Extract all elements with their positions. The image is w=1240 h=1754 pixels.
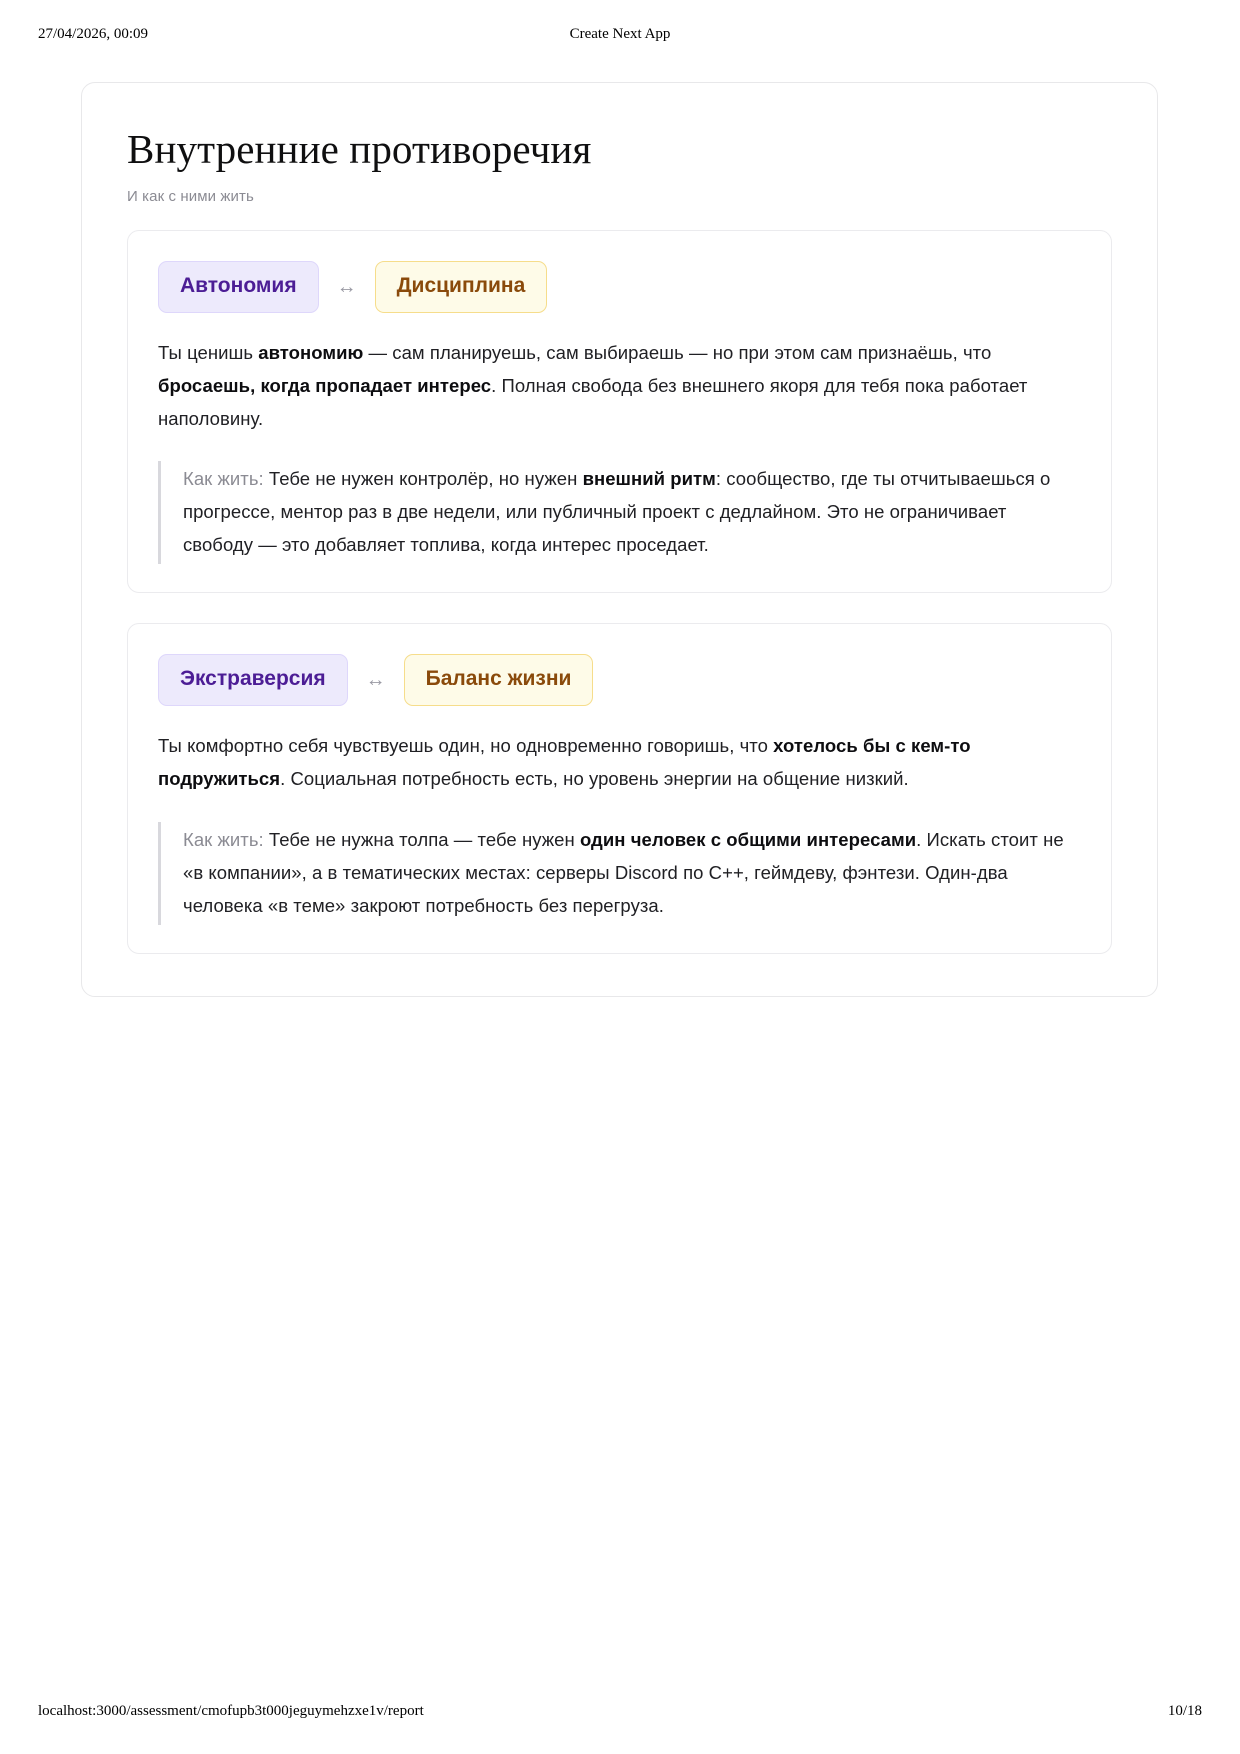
tension-description [158,730,1081,796]
report-page-card [81,82,1158,997]
tension-description [158,337,1081,436]
tension-card [127,623,1112,953]
page-subtitle: И как с ними жить [127,187,254,205]
text-segment: Ты комфортно себя чувствуешь один, но одновременно говоришь, что [158,734,774,756]
text-segment: . Полная свобода без внешнего якоря для тебя пока работает наполовину. [158,374,1028,429]
print-header [0,26,1240,46]
text-segment: : сообщество, где ты отчитываешься о прогрессе, ментор раз в две недели, или публичный проект с дедлайном. Это не ограничивает свободу — это добавляет топлива, когда интерес проседает. [183,468,1051,556]
tension-badge-right: Баланс жизни [404,654,594,706]
text-segment: Ты ценишь [158,341,259,363]
tension-badge-row [158,261,1081,313]
text-segment-bold: хотелось бы с кем-то подружиться [158,734,971,789]
print-header-title: Create Next App [569,26,671,42]
how-to-live-label: Как жить: [183,828,264,850]
how-to-live-block [158,822,1081,925]
print-footer-url: localhost:3000/assessment/cmofupb3t000jeguymehzxe1v/report [38,1703,424,1719]
text-segment: Тебе не нужна толпа — тебе нужен [263,828,580,850]
print-footer-page-number: 10/18 [1167,1703,1202,1719]
text-segment-bold: один человек с общими интересами [579,828,917,850]
tension-badge-left: Автономия [158,261,319,313]
bidirectional-arrow-icon: ↔ [365,669,386,692]
tension-badge-left: Экстраверсия [158,654,348,706]
text-segment-bold: бросаешь, когда пропадает интерес [158,374,492,396]
text-segment-bold: автономию [258,341,364,363]
print-header-date: 27/04/2026, 00:09 [38,26,149,42]
text-segment: . Социальная потребность есть, но уровень энергии на общение низкий. [280,767,909,789]
page-title: Внутренние противоречия [127,126,592,172]
how-to-live-label: Как жить: [183,468,264,490]
text-segment: . Искать стоит не «в компании», а в тематических местах: серверы Discord по C++, геймдеву, фэнтези. Один-два человека «в теме» закроют потребность без перегруза. [183,828,1064,916]
text-segment: Тебе не нужен контролёр, но нужен [263,468,583,490]
how-to-live-block [158,461,1081,564]
text-segment: — сам планируешь, сам выбираешь — но при этом сам признаёшь, что [363,341,992,363]
tension-card-list [127,230,1112,954]
tension-badge-row [158,654,1081,706]
text-segment-bold: внешний ритм [582,468,716,490]
tension-card [127,230,1112,593]
bidirectional-arrow-icon: ↔ [336,275,357,298]
tension-badge-right: Дисциплина [375,261,548,313]
print-footer [0,1703,1240,1723]
